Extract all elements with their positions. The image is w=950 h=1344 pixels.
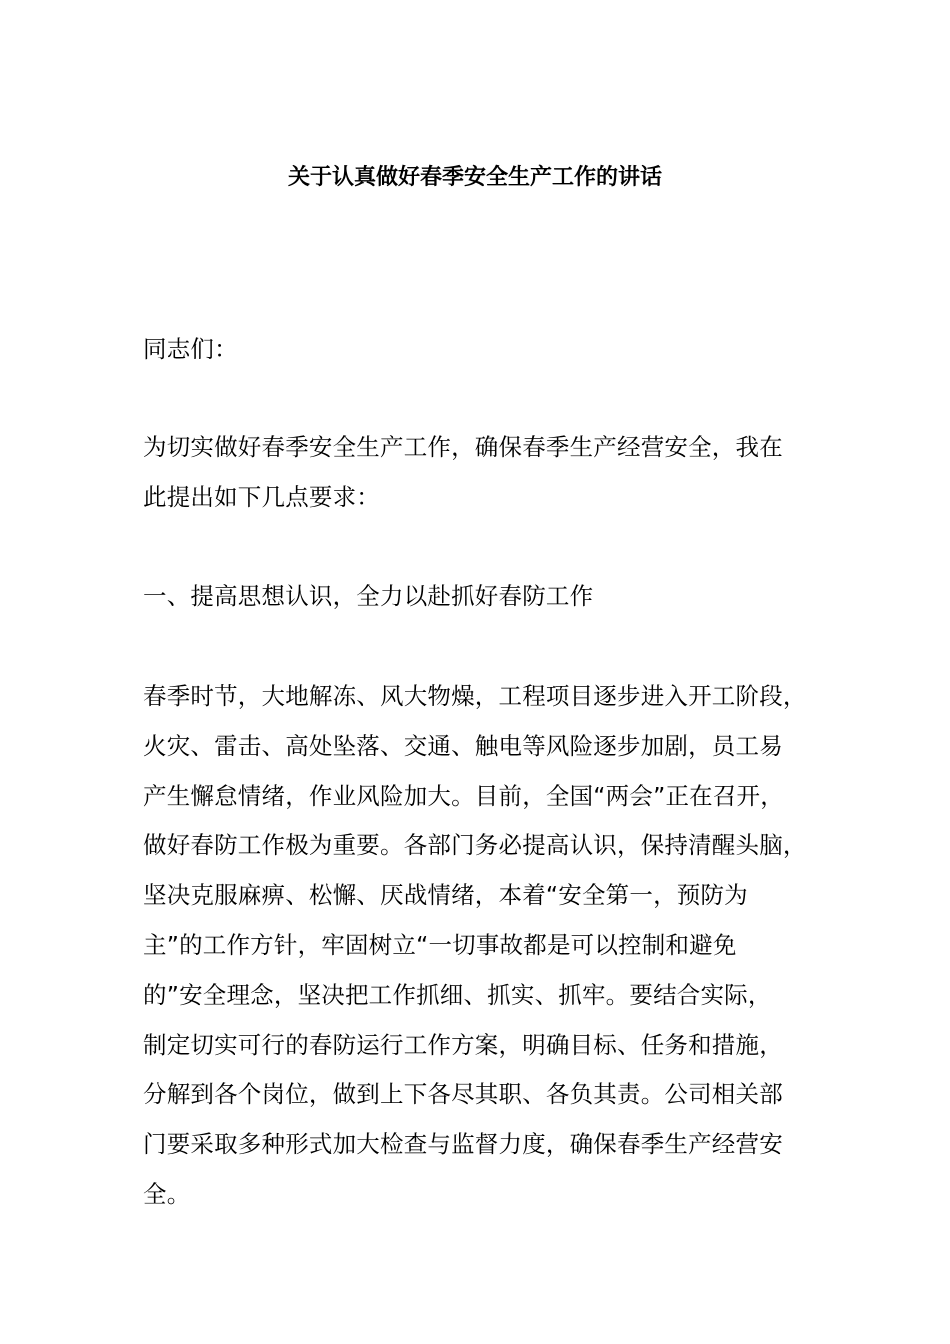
document-title: 关于认真做好春季安全生产工作的讲话 <box>287 165 662 190</box>
intro-paragraph: 为切实做好春季安全生产工作，确保春季生产经营安全，我在 此提出如下几点要求： <box>143 433 783 511</box>
greeting-paragraph: 同志们： <box>143 335 238 363</box>
section-heading: 一、提高思想认识，全力以赴抓好春防工作 <box>143 582 594 610</box>
section-body-paragraph: 春季时节，大地解冻、风大物燥，工程项目逐步进入开工阶段， 火灾、雷击、高处坠落、交通、触电等风险逐步加剧，员工易 产生懈怠情绪，作业风险加大。目前，全国“两会”正在召开， 做好春防工作极为重要。各部门务必提高认识，保持清醒头脑， 坚决克服麻痹、松懈、厌战情绪，本着“安全第一，预防为 主”的工作方针，牢固树立“一切事故都是可以控制和避免 的”安全理念，坚决把工作抓细、抓实、抓牢。要结合实际， 制定切实可行的春防运行工作方案，明确目标、任务和措施， 分解到各个岗位，做到上下各尽其职、各负其责。公司相关部 门要采取多种形式加大检查与监督力度，确保春季生产经营安 全。 <box>143 682 807 1208</box>
